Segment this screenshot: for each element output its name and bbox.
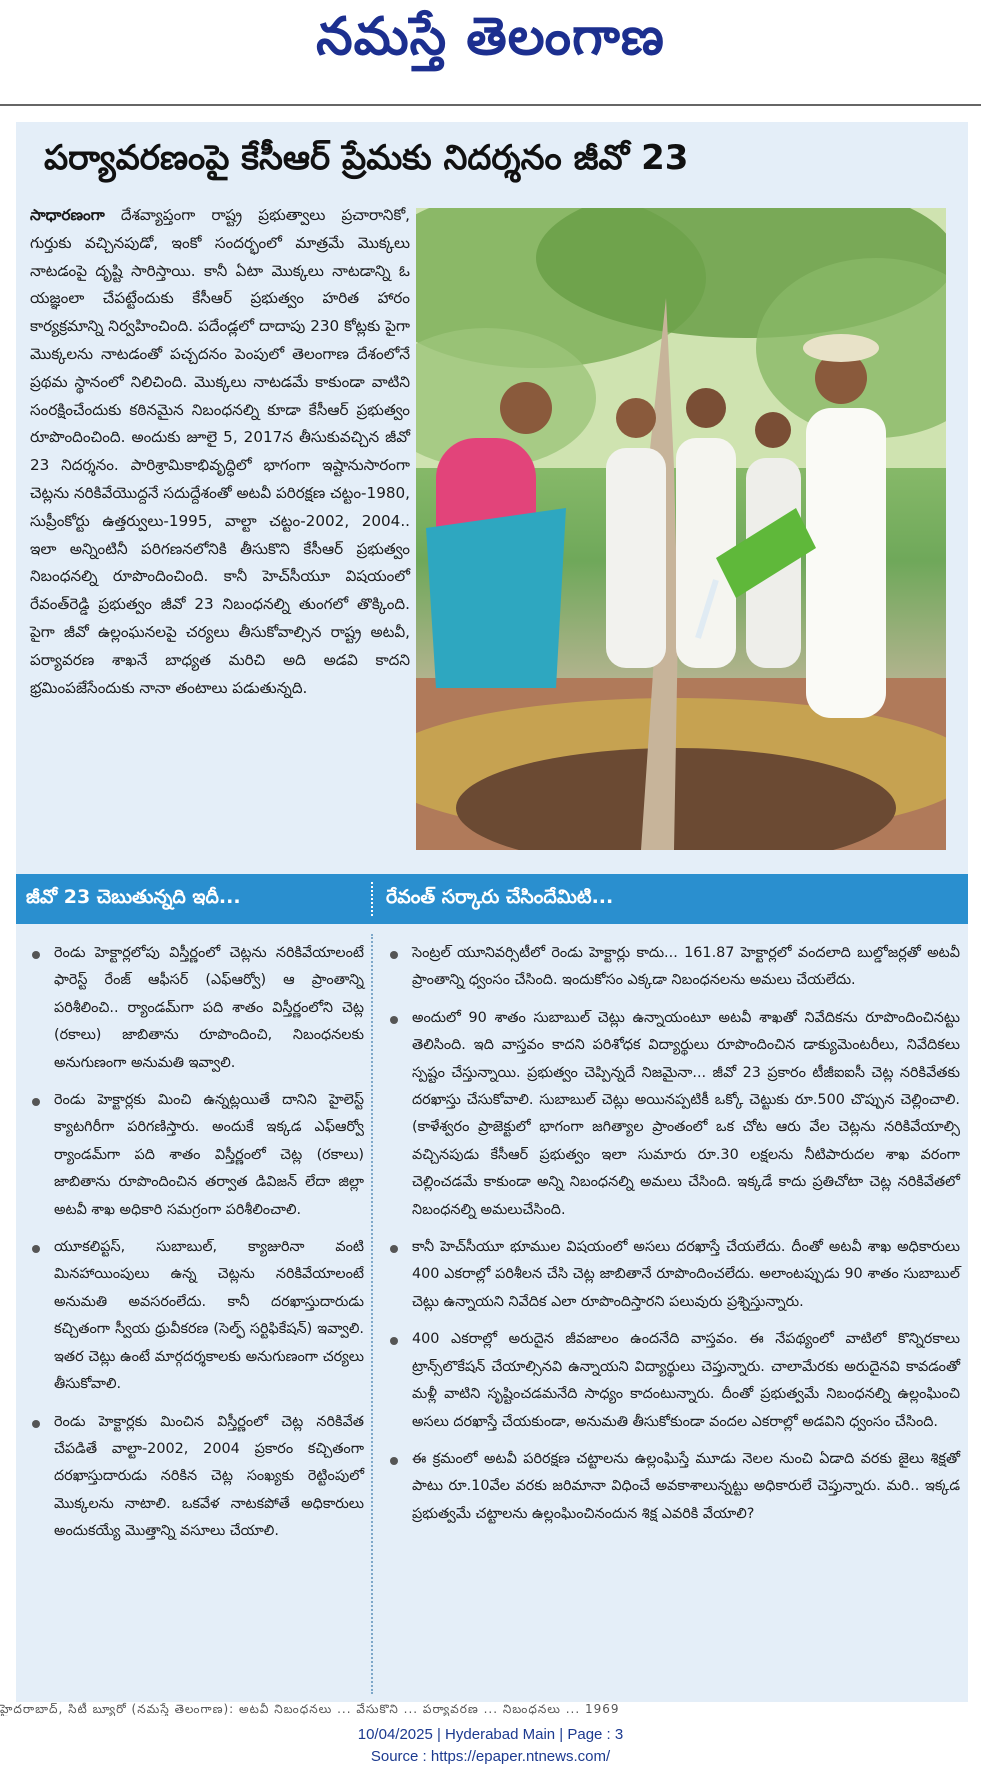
list-item-text: ఈ క్రమంలో అటవీ పరిరక్షణ చట్టాలను ఉల్లంఘిస్తే మూడు నెలల నుంచి ఏడాది వరకు జైలు శిక్షతో పాటు రూ.10వేల వరకు జరిమానా విధించే అవకాశాలున్నట్టు అధికారులే చెప్తున్నారు. మరి.. ఇక్కడ ప్రభుత్వమే చట్టాలను ఉల్లంఘించినందున శిక్ష ఎవరికి వేయాలి? [412, 1450, 960, 1522]
list-item-text: యూకలిప్టస్‌, సుబాబుల్‌, క్యాజురినా వంటి మినహాయింపులు ఉన్న చెట్లను నరికివేయాలంటే అనుమతి అవసరంలేదు. కానీ దరఖాస్తుదారుడు కచ్చితంగా స్వీయ ధ్రువీకరణ (సెల్ఫ్‌ సర్టిఫికేషన్‌) ఇవ్వాలి. ఇతర చెట్లు ఉంటే మార్గదర్శకాలకు అనుగుణంగా చర్యలు తీసుకోవాలి. [54, 1239, 364, 1393]
section-band [16, 874, 968, 924]
list-item-text: 400 ఎకరాల్లో అరుదైన జీవజాలం ఉందనేది వాస్తవం. ఈ నేపథ్యంలో వాటిలో కొన్నిరకాలు ట్రాన్స్‌లొకేషన్‌ చేయాల్సినవి ఉన్నాయని విద్యార్థులు చెప్తున్నారు. చాలామేరకు అరుదైనవి కావడంతో మళ్లీ వాటిని సృష్టించడమనేది సాధ్యం కాదంటున్నారు. దీంతో ప్రభుత్వమే నిబంధనల్ని ఉల్లంఘించి అసలు దరఖాస్తే చేయకుండా, అనుమతి తీసుకోకుండా వందల ఎకరాల్లో అడవిని ధ్వంసం చేసింది. [412, 1331, 960, 1430]
next-article-cutoff: హైదరాబాద్‌, సిటీ బ్యూరో (నమస్తే తెలంగాణ): అటవీ నిబంధనలు ... వేసుకొని ... పర్యావరణ ... నిబంధనలు ... 1969 [0, 1702, 620, 1716]
column-divider [371, 934, 373, 1694]
bullet-icon [32, 1245, 40, 1253]
bullet-icon [390, 1337, 398, 1345]
list-item [24, 1087, 364, 1224]
go23-points-list [24, 940, 364, 1556]
list-item [382, 940, 960, 995]
article-headline: పర్యావరణంపై కేసీఆర్‌ ప్రేమకు నిదర్శనం జీవో 23 [44, 138, 689, 178]
newspaper-logo: నమస్తే తెలంగాణ [316, 6, 665, 67]
bullet-icon [32, 1420, 40, 1428]
list-item-text: రెండు హెక్టార్లకు మించిన విస్తీర్ణంలో చెట్ల నరికివేత చేపడితే వాల్టా-2002, 2004 ప్రకారం కచ్చితంగా దరఖాస్తుదారుడు నరికిన చెట్ల సంఖ్యకు రెట్టింపులో మొక్కలను నాటాలి. ఒకవేళ నాటకపోతే అధికారులు అందుకయ్యే మొత్తాన్ని వసూలు చేయాలి. [54, 1413, 364, 1540]
right-section-title: రేవంత్‌ సర్కారు చేసిందేమిటి... [386, 886, 614, 908]
list-item [382, 1446, 960, 1528]
bullet-icon [390, 951, 398, 959]
lead-bold-word: సాధారణంగా [30, 206, 105, 224]
page-footer [0, 1724, 981, 1768]
list-item-text: అందులో 90 శాతం సుబాబుల్‌ చెట్లు ఉన్నాయంటూ అటవీ శాఖతో నివేదికను రూపొందించినట్టు తెలిసింది. ఇది వాస్తవం కాదని పరిశోధక విద్యార్థులు రూపొందించిన డాక్యుమెంటరీలు, నివేదికలు స్పష్టం చేస్తున్నాయి. ప్రభుత్వం చెప్పిన్నదే నిజమైనా... జీవో 23 ప్రకారం టీజీఐఐసీ చెట్ల నరికివేతకు దరఖాస్తు చేసుకోవాలి. సుబాబుల్‌ చెట్లు అయినప్పటికీ ఒక్కో చెట్టుకు రూ.500 చొప్పున చెల్లించాలి. (కాళేశ్వరం ప్రాజెక్టులో భాగంగా జగిత్యాల ప్రాంతంలో ఒక చోట ఆరు వేల చెట్లను నరికివేయాల్సి వచ్చినపుడు కేసీఆర్‌ ప్రభుత్వం ఇలా సుమారు రూ.30 లక్షలను నీటిపారుదల శాఖ వరంగా చెల్లించడమే కాకుండా అన్ని నిబంధనల్ని అమలు చేసింది. ఇక్కడే కాదు ప్రతిచోటా చెట్ల నరికివేతలో నిబంధనల్ని అమలుచేసింది. [412, 1009, 960, 1218]
masthead-divider [0, 104, 981, 106]
bullet-icon [390, 1245, 398, 1253]
lead-body: దేశవ్యాప్తంగా రాష్ట్ర ప్రభుత్వాలు ప్రచారానికో, గుర్తుకు వచ్చినపుడో, ఇంకో సందర్భంలో మాత్రమే మొక్కలు నాటడంపై దృష్టి సారిస్తాయి. కానీ ఏటా మొక్కలు నాటడాన్ని ఓ యజ్ఞంలా చేపట్టేందుకు కేసీఆర్‌ ప్రభుత్వం హరిత హారం కార్యక్రమాన్ని నిర్వహించింది. పదేండ్లలో దాదాపు 230 కోట్లకు పైగా మొక్కలను నాటడంతో పచ్చదనం పెంపులో తెలంగాణ దేశంలోనే ప్రథమ స్థానంలో నిలిచింది. మొక్కలు నాటడమే కాకుండా వాటిని సంరక్షించేందుకు కఠినమైన నిబంధనల్ని కూడా కేసీఆర్‌ ప్రభుత్వం రూపొందించింది. అందుకు జూలై 5, 2017న తీసుకువచ్చిన జీవో 23 నిదర్శనం. పారిశ్రామికాభివృద్ధిలో భాగంగా ఇష్టానుసారంగా చెట్లను నరికివేయొద్దనే సదుద్దేశంతో అటవీ పరిరక్షణ చట్టం-1980, సుప్రీంకోర్టు ఉత్తర్వులు-1995, వాల్టా చట్టం-2002, 2004.. ఇలా అన్నింటినీ పరిగణనలోనికి తీసుకొని కేసీఆర్‌ ప్రభుత్వం నిబంధనల్ని రూపొందించింది. కానీ హెచ్‌సీయూ విషయంలో రేవంత్‌రెడ్డి ప్రభుత్వం జీవో 23 నిబంధనల్ని తుంగలో తొక్కింది. పైగా జీవో ఉల్లంఘనలపై చర్యలు తీసుకోవాల్సిన రాష్ట్ర అటవీ, పర్యావరణ శాఖనే బాధ్యత మరిచి అది అడవి కాదని భ్రమింపజేసేందుకు నానా తంటాలు పడుతున్నది. [30, 206, 411, 697]
bullet-icon [390, 1457, 398, 1465]
bullet-icon [32, 951, 40, 959]
list-item-text: కానీ హెచ్‌సీయూ భూముల విషయంలో అసలు దరఖాస్తే చేయలేదు. దీంతో అటవీ శాఖ అధికారులు 400 ఎకరాల్లో పరిశీలన చేసి చెట్ల జాబితానే రూపొందించలేదు. అలాంటప్పుడు 90 శాతం సుబాబుల్‌ చెట్లు ఉన్నాయని నివేదిక ఎలా రూపొందిస్తారని పలువురు ప్రశ్నిస్తున్నారు. [412, 1239, 960, 1310]
source-link[interactable]: Source : https://epaper.ntnews.com/ [370, 1748, 611, 1765]
revanth-govt-points-list [382, 940, 960, 1538]
left-section-title: జీవో 23 చెబుతున్నది ఇదీ... [26, 886, 241, 908]
photo-illustration [416, 208, 946, 850]
edition-info: 10/04/2025 | Hyderabad Main | Page : 3 [357, 1726, 624, 1743]
masthead [0, 0, 981, 90]
list-item [382, 1005, 960, 1224]
bullet-icon [32, 1098, 40, 1106]
article-lead [30, 202, 410, 702]
band-divider [371, 882, 373, 916]
article-photo [416, 208, 946, 850]
article [16, 122, 968, 1702]
list-item [382, 1234, 960, 1316]
list-item-text: రెండు హెక్టార్లకు మించి ఉన్నట్లయితే దానిని హైలెస్ట్‌ క్యాటగిరీగా పరిగణిస్తారు. అందుకే ఇక్కడ ఎఫ్‌ఆర్వో ర్యాండమ్‌గా పది శాతం విస్తీర్ణంలో చెట్ల (రకాలు) జాబితాను రూపొందించిన తర్వాత డివిజన్‌ లేదా జిల్లా అటవీ శాఖ అధికారి సమగ్రంగా పరిశీలించాలి. [54, 1092, 364, 1218]
list-item [24, 940, 364, 1077]
list-item-text: రెండు హెక్టార్లలోపు విస్తీర్ణంలో చెట్లను నరికివేయాలంటే ఫారెస్ట్‌ రేంజ్‌ ఆఫీసర్‌ (ఎఫ్‌ఆర్వో) ఆ ప్రాంతాన్ని పరిశీలించి.. ర్యాండమ్‌గా పది శాతం విస్తీర్ణంలోని చెట్ల (రకాలు) జాబితాను రూపొందించి, నిబంధనలకు అనుగుణంగా అనుమతి ఇవ్వాలి. [54, 945, 364, 1071]
list-item-text: సెంట్రల్‌ యూనివర్సిటీలో రెండు హెక్టార్లు కాదు... 161.87 హెక్టార్లలో వందలాది బుల్డోజర్లతో అటవీ ప్రాంతాన్ని ధ్వంసం చేసింది. ఇందుకోసం ఎక్కడా నిబంధనలను అమలు చేయలేదు. [412, 945, 960, 989]
list-item [382, 1326, 960, 1436]
list-item [24, 1409, 364, 1546]
bullet-icon [390, 1016, 398, 1024]
list-item [24, 1234, 364, 1398]
